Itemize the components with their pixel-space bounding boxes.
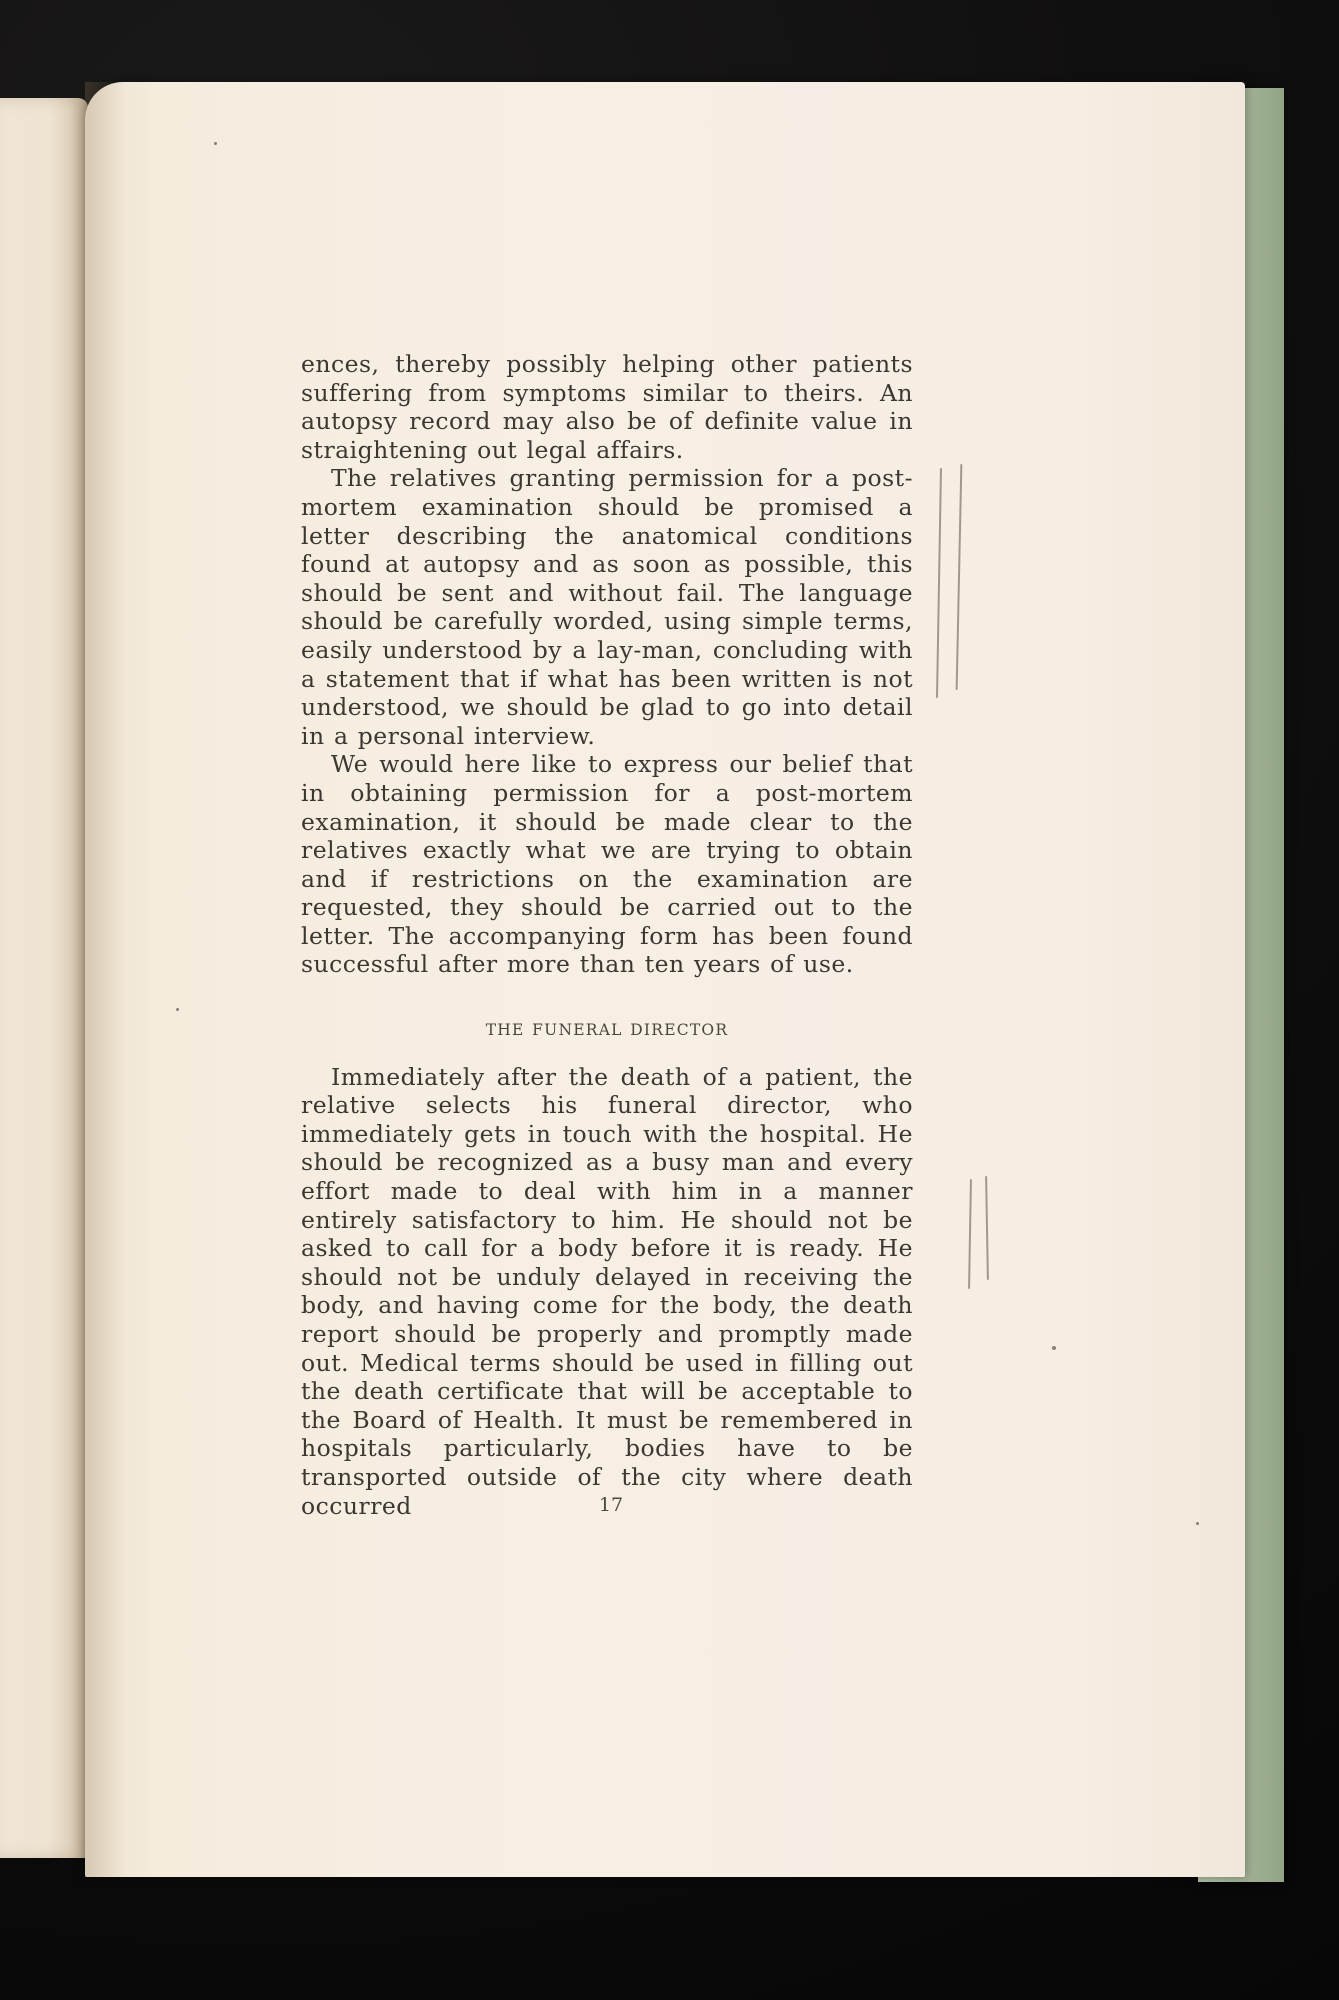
paper-speck (1052, 1346, 1056, 1350)
paragraph-funeral-director: Immediately after the death of a patient, the relative selects his funeral director, who immediately gets in touch with the hospital. He should be recognized as a busy man and every effort made to deal with him in a manner entirely satisfactory to him. He should not be asked to call for a body before it is ready. He should not be unduly delayed in receiving the body, and having come for the body, the death report should be properly and promptly made out. Medical terms should be used in filling out the death certificate that will be acceptable to the Board of Health. It must be remembered in hospitals particularly, bodies have to be transported outside of the city where death occurred (301, 1062, 913, 1520)
paper-speck (1196, 1522, 1199, 1525)
left-page-edge (0, 98, 88, 1858)
section-heading: THE FUNERAL DIRECTOR (485, 1021, 729, 1040)
paper-speck (214, 142, 217, 145)
paper-speck (176, 1008, 179, 1011)
paragraph-relatives-letter: The relatives granting permission for a post-mortem examination should be promised a letter describing the anatomical conditions found at autopsy and as soon as possible, this should be sent and without fail. The language should be carefully worded, using simple terms, easily understood by a lay-man, concluding with a statement that if what has been written is not understood, we should be glad to go into detail in a personal interview. (301, 464, 913, 750)
body-text (301, 350, 913, 1520)
paragraph-permission: We would here like to express our belief that in obtaining permission for a post-mortem examination, it should be made clear to the relatives exactly what we are trying to obtain and if restrictions on the examination are requested, they should be carried out to the letter. The accompanying form has been found successful after more than ten years of use. (301, 750, 913, 979)
paragraph-continued: ences, thereby possibly helping other patients suffering from symptoms similar to theirs. An autopsy record may also be of definite value in straightening out legal affairs. (301, 350, 913, 464)
page-number: 17 (598, 1494, 624, 1516)
page-text-area (301, 350, 913, 1525)
